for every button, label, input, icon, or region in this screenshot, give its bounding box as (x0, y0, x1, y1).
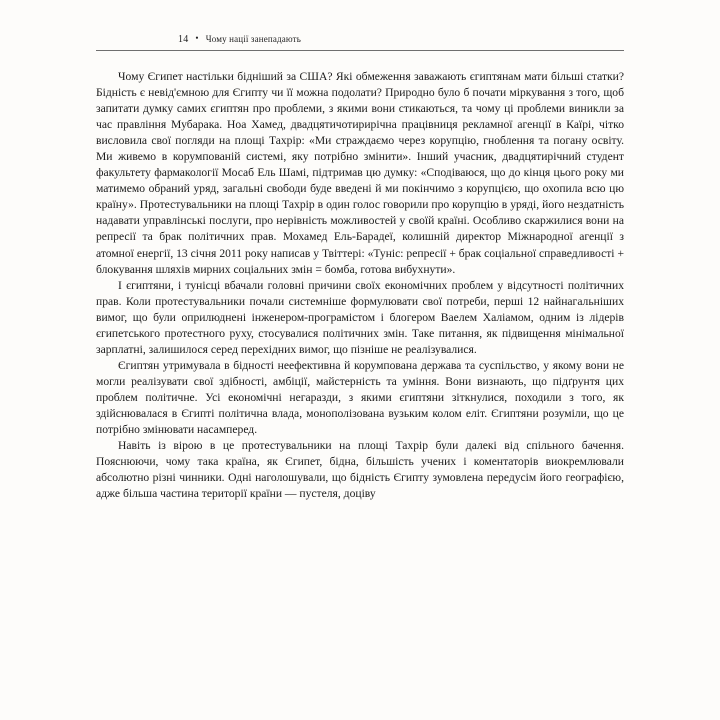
paragraph: Чому Єгипет настільки бідніший за США? Які обмеження заважають єгиптянам мати більші статки? Бідність є невід'ємною для Єгипту чи її можна подолати? Природно було б почати міркування з того, щоб запитати думку самих єгиптян про проблеми, з якими вони стикаються, та чому ці проблеми виникли за час правління Мубарака. Ноа Хамед, двадцятичотирирічна працівниця рекламної агенції в Каїрі, чітко висловила свої погляди на площі Тахрір: «Ми страждаємо через корупцію, гноблення та погану освіту. Ми живемо в корумпованій системі, яку потрібно змінити». Інший учасник, двадцятирічний студент факультету фармакології Мосаб Ель Шамі, підтримав цю думку: «Сподіваюся, що до кінця цього року ми матимемо обраний уряд, загальні свободи буде введені й ми покінчимо з корупцією, що охопила всю цю країну». Протестувальники на площі Тахрір в один голос говорили про корупцію в уряді, його нездатність надавати управлінські послуги, про нерівність можливостей у своїй країні. Особливо скаржилися вони на репресії та брак політичних прав. Мохамед Ель-Барадеї, колишній директор Міжнародної агенції з атомної енергії, 13 січня 2011 року написав у Твіттері: «Туніс: репресії + брак соціальної справедливості + блокування шляхів мирних соціальних змін = бомба, готова вибухнути». (96, 70, 624, 276)
header-rule (96, 50, 624, 51)
running-title: Чому нації занепадають (205, 34, 301, 44)
header-separator: • (195, 33, 199, 43)
body-text (96, 69, 624, 502)
paragraph: Навіть із вірою в це протестувальники на площі Тахрір були далекі від спільного бачення. Пояснюючи, чому така країна, як Єгипет, бідна, більшість учених і коментаторів виокремлювали абсолютно різні чинники. Одні наголошували, що бідність Єгипту зумовлена передусім його географією, адже більша частина території країни — пустеля, доціву (96, 439, 624, 501)
page-number: 14 (178, 34, 189, 45)
page-header (178, 34, 624, 45)
paragraph: Єгиптян утримувала в бідності неефективна й корумпована держава та суспільство, у якому вони не могли реалізувати свої здібності, амбіції, майстерність та уміння. Вони визнають, що підґрунтя цих проблем політичне. Усі економічні негаразди, з якими єгиптяни зіткнулися, походили з того, як здійснювалася в Єгипті політична влада, монополізована вузьким колом еліт. Єгиптяни розуміли, що це потрібно змінювати насамперед. (96, 358, 624, 437)
paragraph: І єгиптяни, і тунісці вбачали головні причини своїх економічних проблем у відсутності політичних прав. Коли протестувальники почали системніше формулювати свої потреби, перші 12 найнагальніших вимог, що були оприлюднені інженером-програмістом і блогером Ваелем Халіамом, одним із лідерів єгипетського протестного руху, стосувалися політичних змін. Таке питання, як підвищення мінімальної зарплатні, залишилося серед перехідних вимог, що пізніше не реалізувалися. (96, 278, 624, 356)
